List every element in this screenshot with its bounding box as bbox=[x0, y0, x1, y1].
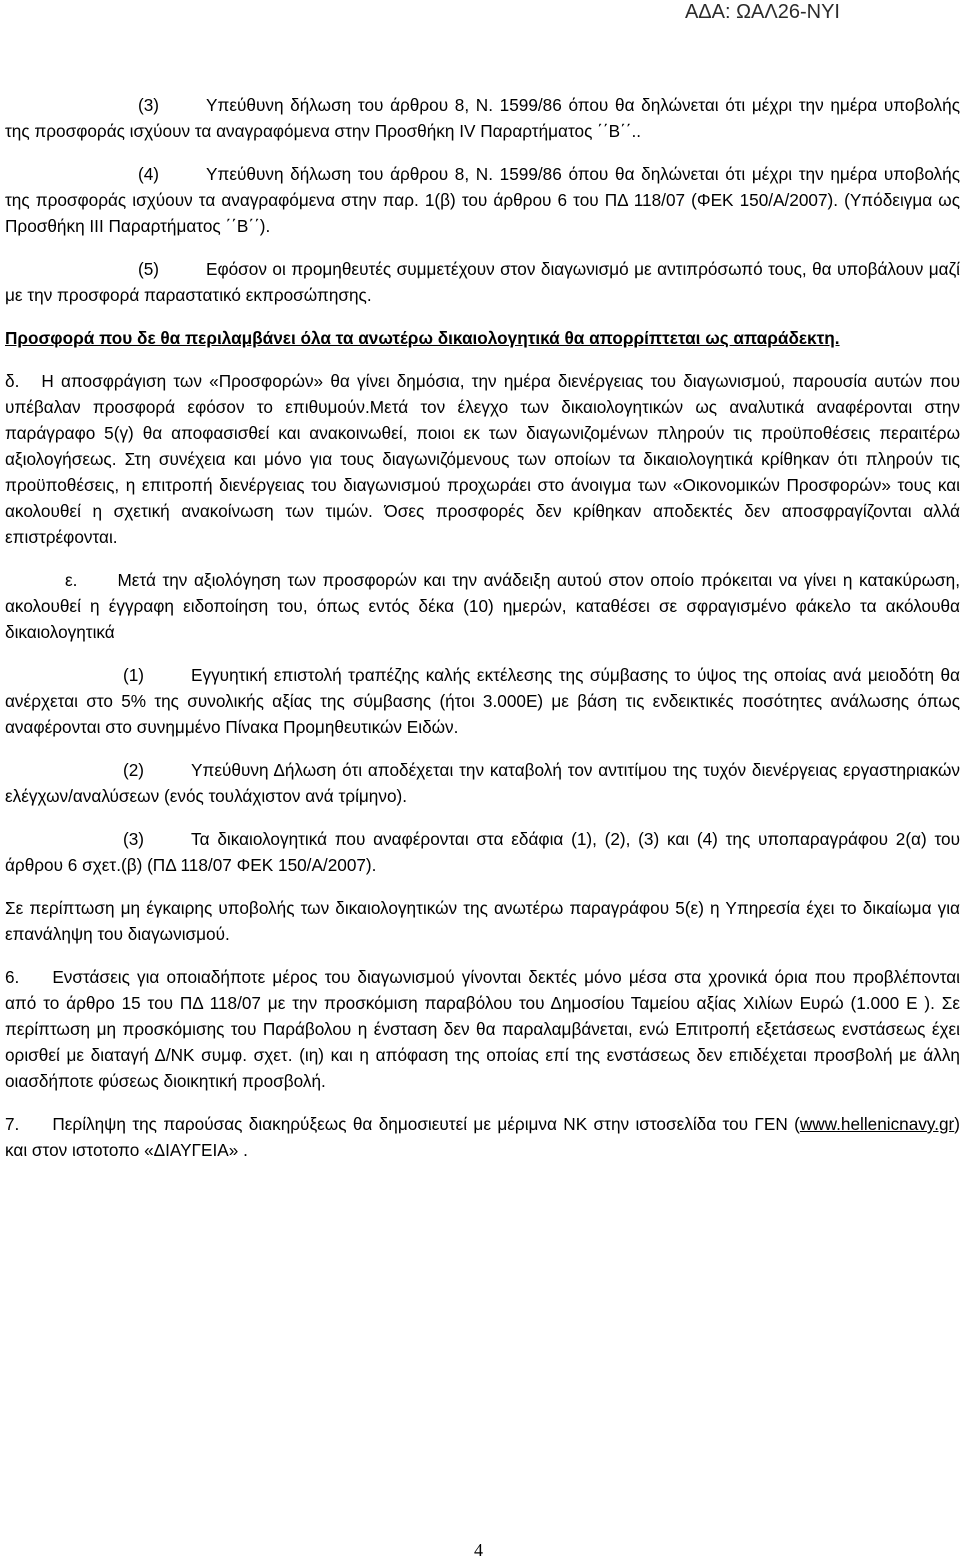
document-body bbox=[5, 92, 960, 1163]
paragraph-text: Υπεύθυνη δήλωση του άρθρου 8, Ν. 1599/86 όπου θα δηλώνεται ότι μέχρι την ημέρα υποβολής της προσφοράς ισχύουν τα αναγραφόμενα στην παρ. 1(β) του άρθρου 6 του ΠΔ 118/07 (ΦΕΚ 150/Α/2007). (Υπόδειγμα ως Προσθήκη ΙΙΙ Παραρτήματος ΄΄Β΄΄). bbox=[5, 164, 960, 236]
paragraph-5-representative bbox=[5, 256, 960, 308]
paragraph-2-lab-tests bbox=[5, 757, 960, 809]
paragraph-text: Μετά την αξιολόγηση των προσφορών και την ανάδειξη αυτού στον οποίο πρόκειται να γίνει η κατακύρωση, ακολουθεί η έγγραφη ειδοποίηση του, όπως εντός δέκα (10) ημερών, καταθέσει σε σφραγισμένο φάκελο τα ακόλουθα δικαιολογητικά bbox=[5, 570, 960, 642]
paragraph-text: Η αποσφράγιση των «Προσφορών» θα γίνει δημόσια, την ημέρα διενέργειας του διαγωνισμού, παρουσία αυτών που υπέβαλαν προσφορά εφόσον το επιθυμούν.Μετά τον έλεγχο των δικαιολογητικών ως αναλυτικά αναφέρονται στην παράγραφο 5(γ) θα αποφασισθεί και ανακοινωθεί, ποιοι εκ των διαγωνιζομένων πληρούν τις προϋποθέσεις περαιτέρω αξιολογήσεως. Στη συνέχεια και μόνο για τους διαγωνιζόμενους των οποίων τα δικαιολογητικά κρίθηκαν ότι πληρούν τις προϋποθέσεις, η επιτροπή διενέργειας του διαγωνισμού προχωράει στο άνοιγμα των «Οικονομικών Προσφορών» τους και ακολουθεί η σχετική ανακοίνωση των τιμών. Όσες προσφορές δεν κρίθηκαν αποδεκτές δεν αποσφραγίζονται αλλά επιστρέφονται. bbox=[5, 371, 960, 547]
paragraph-text: Υπεύθυνη Δήλωση ότι αποδέχεται την καταβολή τον αντιτίμου της τυχόν διενέργειας εργαστηριακών ελέγχων/αναλύσεων (ενός τουλάχιστον ανά τρίμηνο). bbox=[5, 760, 960, 806]
paragraph-text: Εγγυητική επιστολή τραπέζης καλής εκτέλεσης της σύμβασης το ύψος της οποίας ανά μειοδότη θα ανέρχεται στο 5% της συνολικής αξίας της σύμβασης (ήτοι 3.000Ε) με βάση τις ενδεικτικές ποσότητες ανάλωσης όπως αναφέρονται στο συνημμένο Πίνακα Προμηθευτικών Ειδών. bbox=[5, 665, 960, 737]
page-number: 4 bbox=[474, 1540, 483, 1560]
paragraph-text-after: ) και στον ιστοτοπο «ΔΙΑΥΓΕΙΑ» . bbox=[5, 1114, 960, 1160]
paragraph-text: Ενστάσεις για οποιαδήποτε μέρος του διαγωνισμού γίνονται δεκτές μόνο μέσα στα χρονικά όρια που προβλέπονται από το άρθρο 15 του ΠΔ 118/07 με την προσκόμιση παραβόλου του Δημοσίου Ταμείου αξίας Χιλίων Ευρώ (1.000 Ε ). Σε περίπτωση μη προσκόμισης του Παράβολου η ένσταση δεν θα παραλαμβάνεται, ενώ Επιτροπή εξετάσεως ενστάσεως έχει ορισθεί με διαταγή Δ/ΝΚ συμφ. σχετ. (ιη) και η απόφαση της οποίας επί της ενστάσεως δεν επιδέχεται προσβολή με άλλη οιασδήποτε φύσεως διοικητική προσβολή. bbox=[5, 967, 960, 1091]
hellenicnavy-link[interactable]: www.hellenicnavy.gr bbox=[799, 1114, 955, 1134]
ada-code: ΑΔΑ: ΩΑΛ26-ΝΥΙ bbox=[684, 1, 840, 23]
paragraph-1-guarantee bbox=[5, 662, 960, 740]
paragraph-6-objections bbox=[5, 964, 960, 1094]
paragraph-d-opening bbox=[5, 368, 960, 550]
item-number: δ. bbox=[5, 371, 20, 391]
item-number: 7. bbox=[5, 1114, 20, 1134]
item-number: (3) bbox=[123, 829, 145, 849]
paragraph-e-award bbox=[5, 567, 960, 645]
item-number: ε. bbox=[65, 570, 78, 590]
paragraph-text: Τα δικαιολογητικά που αναφέρονται στα εδάφια (1), (2), (3) και (4) της υποπαραγράφου 2(α) του άρθρου 6 σχετ.(β) (ΠΔ 118/07 ΦΕΚ 150/Α/2007). bbox=[5, 829, 960, 875]
paragraph-text-before: Περίληψη της παρούσας διακηρύξεως θα δημοσιευτεί με μέριμνα ΝΚ στην ιστοσελίδα του ΓΕΝ ( bbox=[52, 1114, 800, 1134]
paragraph-4-declaration bbox=[5, 161, 960, 239]
paragraph-text: Υπεύθυνη δήλωση του άρθρου 8, Ν. 1599/86 όπου θα δηλώνεται ότι μέχρι την ημέρα υποβολής της προσφοράς ισχύουν τα αναγραφόμενα στην Προσθήκη IV Παραρτήματος ΄΄Β΄΄.. bbox=[5, 95, 960, 141]
paragraph-7-publication bbox=[5, 1111, 960, 1163]
paragraph-text: Εφόσον οι προμηθευτές συμμετέχουν στον διαγωνισμό με αντιπρόσωπό τους, θα υποβάλουν μαζί με την προσφορά παραστατικό εκπροσώπησης. bbox=[5, 259, 960, 305]
paragraph-3-declaration bbox=[5, 92, 960, 144]
paragraph-late-submission: Σε περίπτωση μη έγκαιρης υποβολής των δικαιολογητικών της ανωτέρω παραγράφου 5(ε) η Υπηρεσία έχει το δικαίωμα για επανάληψη του διαγωνισμού. bbox=[5, 898, 960, 944]
item-number: (5) bbox=[138, 259, 160, 279]
item-number: (1) bbox=[123, 665, 145, 685]
item-number: 6. bbox=[5, 967, 20, 987]
item-number: (4) bbox=[138, 164, 160, 184]
item-number: (3) bbox=[138, 95, 160, 115]
item-number: (2) bbox=[123, 760, 145, 780]
rejection-notice: Προσφορά που δε θα περιλαμβάνει όλα τα ανωτέρω δικαιολογητικά θα απορρίπτεται ως απαράδεκτη. bbox=[5, 328, 840, 348]
paragraph-3-documents bbox=[5, 826, 960, 878]
